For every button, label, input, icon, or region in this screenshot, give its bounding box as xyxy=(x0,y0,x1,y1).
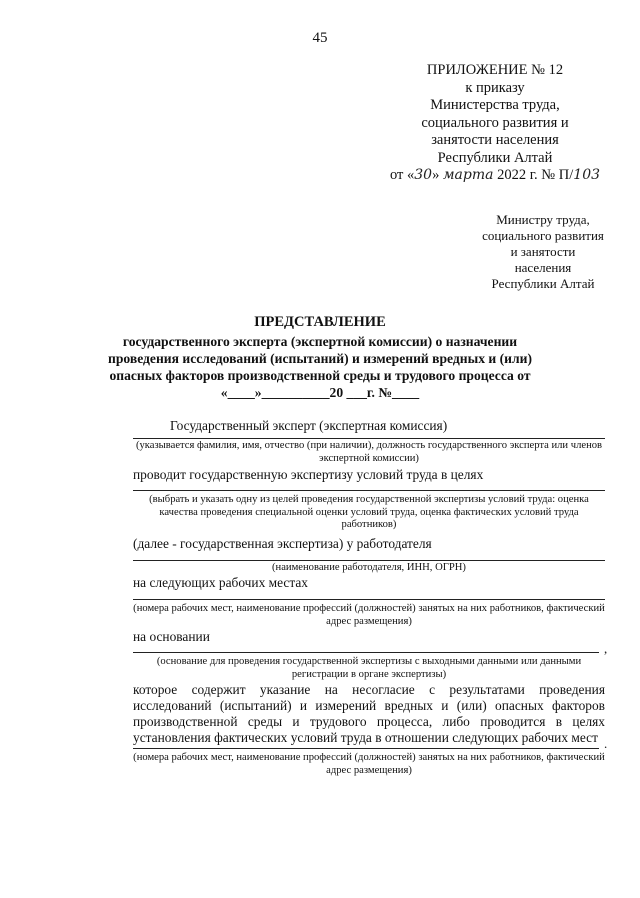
note-goal: (выбрать и указать одну из целей проведения государственной экспертизы условий труда: оценка качества проведения специальной оценки условий труда, оценка фактических условий труда работников) xyxy=(149,494,589,530)
fill-line-expert[interactable] xyxy=(133,438,605,439)
appendix-line: Министерства труда, xyxy=(430,97,560,113)
subtitle-date-line: «____»__________20 ___г. №____ xyxy=(220,385,420,400)
fill-line-goal[interactable] xyxy=(133,490,605,491)
conducts-label: проводит государственную экспертизу условий труда в целях xyxy=(133,467,484,482)
fill-line-basis[interactable] xyxy=(133,652,599,653)
date-suffix: 2022 г. № П/ xyxy=(493,167,574,183)
appendix-title: ПРИЛОЖЕНИЕ № 12 xyxy=(426,62,564,78)
final-period: . xyxy=(604,736,608,751)
page-number: 45 xyxy=(312,30,328,46)
handwritten-day: 30 xyxy=(414,167,433,183)
handwritten-month: марта xyxy=(442,167,494,183)
note-employer: (наименование работодателя, ИНН, ОГРН) xyxy=(272,562,466,573)
date-mid: » xyxy=(432,167,443,183)
date-prefix: от « xyxy=(389,167,415,183)
appendix-block xyxy=(380,62,610,185)
addressee-line: населения xyxy=(514,260,572,275)
appendix-line: Республики Алтай xyxy=(437,149,553,166)
expert-label: Государственный эксперт (экспертная комиссия) xyxy=(170,418,448,433)
appendix-line: занятости населения xyxy=(431,132,559,148)
addressee-line: и занятости xyxy=(510,244,576,259)
fill-line-employer[interactable] xyxy=(133,560,605,561)
order-date-line xyxy=(380,167,610,185)
note-workplaces: (номера рабочих мест, наименование профессий (должностей) занятых на них работников, фактический адрес размещения) xyxy=(133,603,605,627)
workplaces-label: на следующих рабочих местах xyxy=(133,575,308,590)
basis-comma: , xyxy=(604,641,608,656)
subtitle-line: опасных факторов производственной среды и трудового процесса от xyxy=(109,368,531,383)
document-subtitle xyxy=(100,333,540,401)
basis-label: на основании xyxy=(133,629,210,644)
appendix-line: к приказу xyxy=(465,79,525,96)
addressee-block xyxy=(478,212,608,292)
note-workplaces-2: (номера рабочих мест, наименование профессий (должностей) занятых на них работников, фактический адрес размещения) xyxy=(133,752,605,776)
note-basis: (основание для проведения государственной экспертизы с выходными данными или данными регистрации в органе экспертизы) xyxy=(156,656,582,680)
subtitle-line: проведения исследований (испытаний) и измерений вредных и (или) xyxy=(108,351,532,366)
fill-line-workplaces-2[interactable] xyxy=(133,748,599,749)
fill-line-workplaces[interactable] xyxy=(133,599,605,600)
appendix-line: социального развития и xyxy=(421,114,569,131)
addressee-line: социального развития xyxy=(482,228,604,243)
basis-paragraph: которое содержит указание на несогласие с результатами проведения исследований (испытаний) и измерений вредных и (или) опасных факторов производственной среды и трудового процесса, либо проводится в целях установления фактических условий труда в отношении следующих рабочих мест xyxy=(133,682,605,745)
document-title: ПРЕДСТАВЛЕНИЕ xyxy=(254,314,386,330)
subtitle-line: государственного эксперта (экспертной комиссии) о назначении xyxy=(122,334,518,349)
addressee-line: Республики Алтай xyxy=(491,276,595,291)
addressee-line: Министру труда, xyxy=(496,212,590,227)
handwritten-number: 103 xyxy=(573,167,601,183)
employer-label: (далее - государственная экспертиза) у работодателя xyxy=(133,536,432,551)
note-expert: (указывается фамилия, имя, отчество (при наличии), должность государственного эксперта или членов экспертной комиссии) xyxy=(135,440,603,464)
